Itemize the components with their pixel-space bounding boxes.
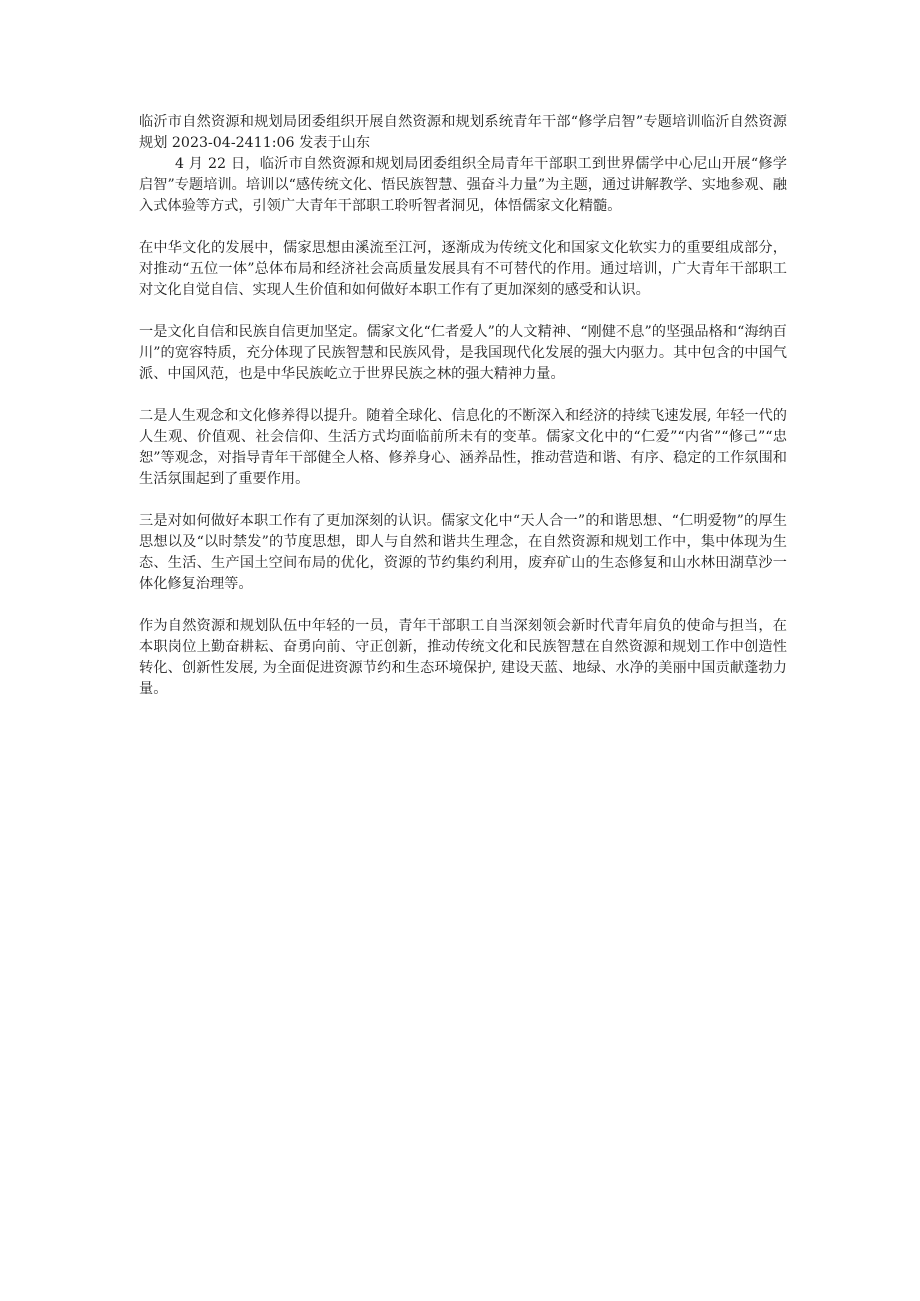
document-header: 临沂市自然资源和规划局团委组织开展自然资源和规划系统青年干部“修学启智”专题培训临沂自然资源规划 2023-04-2411:06 发表于山东 <box>139 114 787 151</box>
body-paragraph-5: 作为自然资源和规划队伍中年轻的一员，青年干部职工自当深刻领会新时代青年肩负的使命与担当，在本职岗位上勤奋耕耘、奋勇向前、守正创新，推动传统文化和民族智慧在自然资源和规划工作中创造性转化、创新性发展, 为全面促进资源节约和生态环境保护, 建设天蓝、地绿、水净的美丽中国贡献蓬勃力量。 <box>139 618 787 697</box>
intro-paragraph: 4 月 22 日，临沂市自然资源和规划局团委组织全局青年干部职工到世界儒学中心尼山开展“修学启智”专题培训。培训以“感传统文化、悟民族智慧、强奋斗力量”为主题，通过讲解教学、实地参观、融入式体验等方式，引领广大青年干部职工聆听智者洞见，体悟儒家文化精髓。 <box>139 156 787 214</box>
body-paragraph-1: 在中华文化的发展中，儒家思想由溪流至江河，逐渐成为传统文化和国家文化软实力的重要组成部分，对推动“五位一体”总体布局和经济社会高质量发展具有不可替代的作用。通过培训，广大青年干部职工对文化自觉自信、实现人生价值和如何做好本职工作有了更加深刻的感受和认识。 <box>139 240 787 298</box>
body-paragraph-3: 二是人生观念和文化修养得以提升。随着全球化、信息化的不断深入和经济的持续飞速发展, 年轻一代的人生观、价值观、社会信仰、生活方式均面临前所未有的变革。儒家文化中的“仁爱”“内省”“修己”“忠恕”等观念，对指导青年干部健全人格、修养身心、涵养品性，推动营造和谐、有序、稳定的工作氛围和生活氛围起到了重要作用。 <box>139 408 787 487</box>
document-page <box>139 112 787 700</box>
body-paragraph-4: 三是对如何做好本职工作有了更加深刻的认识。儒家文化中“天人合一”的和谐思想、“仁明爱物”的厚生思想以及“以时禁发”的节度思想，即人与自然和谐共生理念，在自然资源和规划工作中，集中体现为生态、生活、生产国土空间布局的优化，资源的节约集约利用，废弃矿山的生态修复和山水林田湖草沙一体化修复治理等。 <box>139 513 787 592</box>
body-paragraph-2: 一是文化自信和民族自信更加坚定。儒家文化“仁者爱人”的人文精神、“刚健不息”的坚强品格和“海纳百川”的宽容特质，充分体现了民族智慧和民族风骨，是我国现代化发展的强大内驱力。其中包含的中国气派、中国风范，也是中华民族屹立于世界民族之林的强大精神力量。 <box>139 324 787 382</box>
